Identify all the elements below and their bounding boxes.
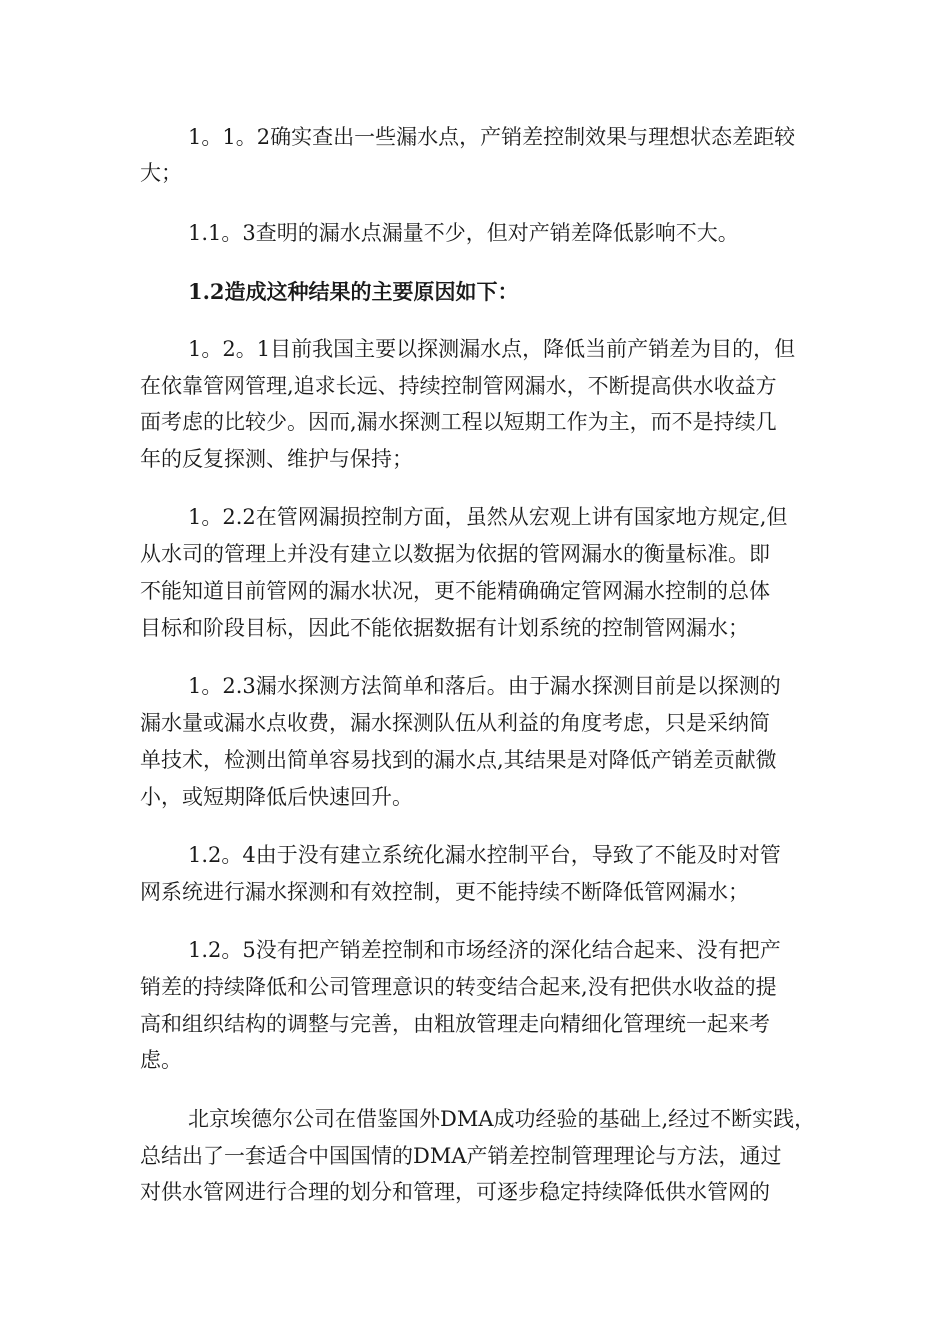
heading-text: 1.2造成这种结果的主要原因如下： — [188, 279, 519, 304]
text-line: 单技术，检测出简单容易找到的漏水点,其结果是对降低产销差贡献微 — [140, 748, 777, 772]
text-line: 虑。 — [140, 1048, 182, 1072]
text-line: 网系统进行漏水探测和有效控制，更不能持续不断降低管网漏水； — [140, 880, 749, 904]
text-line: 高和组织结构的调整与完善，由粗放管理走向精细化管理统一起来考 — [140, 1012, 770, 1036]
text-line: 1.2。4由于没有建立系统化漏水控制平台，导致了不能及时对管 — [188, 843, 781, 867]
text-line: 销差的持续降低和公司管理意识的转变结合起来,没有把供水收益的提 — [140, 975, 777, 999]
text-line: 从水司的管理上并没有建立以数据为依据的管网漏水的衡量标准。即 — [140, 542, 770, 566]
text-line: 对供水管网进行合理的划分和管理，可逐步稳定持续降低供水管网的 — [140, 1180, 770, 1204]
text-line: 漏水量或漏水点收费，漏水探测队伍从利益的角度考虑，只是采纳简 — [140, 711, 770, 735]
text-line: 不能知道目前管网的漏水状况，更不能精确确定管网漏水控制的总体 — [140, 579, 770, 603]
text-line: 1.2。5没有把产销差控制和市场经济的深化结合起来、没有把产 — [188, 938, 781, 962]
text-line: 年的反复探测、维护与保持； — [140, 447, 413, 471]
text-line: 1.1。3查明的漏水点漏量不少，但对产销差降低影响不大。 — [188, 221, 739, 245]
text-line: 1。2。1目前我国主要以探测漏水点，降低当前产销差为目的，但 — [188, 337, 796, 361]
text-line: 大； — [140, 161, 182, 185]
text-line: 总结出了一套适合中国国情的DMA产销差控制管理理论与方法，通过 — [140, 1144, 782, 1168]
text-line: 1。2.3漏水探测方法简单和落后。由于漏水探测目前是以探测的 — [188, 674, 781, 698]
text-line: 在依靠管网管理,追求长远、持续控制管网漏水，不断提高供水收益方 — [140, 374, 777, 398]
text-line: 目标和阶段目标，因此不能依据数据有计划系统的控制管网漏水； — [140, 616, 749, 640]
text-line: 小，或短期降低后快速回升。 — [140, 785, 413, 809]
text-line: 1。1。2确实查出一些漏水点，产销差控制效果与理想状态差距较 — [188, 125, 796, 149]
text-line: 1。2.2在管网漏损控制方面，虽然从宏观上讲有国家地方规定,但 — [188, 505, 788, 529]
text-line: 北京埃德尔公司在借鉴国外DMA成功经验的基础上,经过不断实践， — [188, 1107, 816, 1131]
text-line: 面考虑的比较少。因而,漏水探测工程以短期工作为主，而不是持续几 — [140, 410, 777, 434]
